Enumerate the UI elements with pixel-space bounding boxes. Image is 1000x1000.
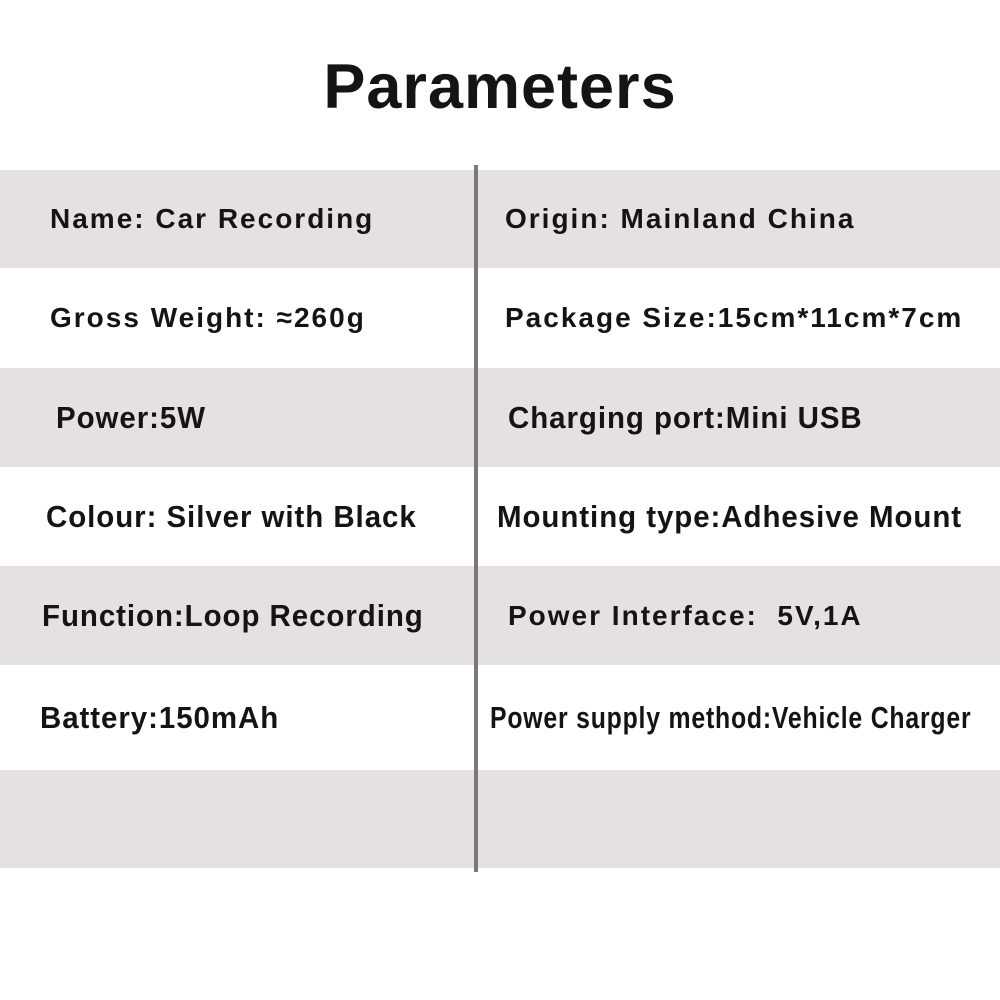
spec-cell-mounting-type xyxy=(474,467,1000,566)
spec-text: Gross Weight: ≈260g xyxy=(50,302,366,333)
spec-row xyxy=(0,268,1000,368)
spec-text: Package Size:15cm*11cm*7cm xyxy=(505,302,964,333)
spec-cell-power-interface xyxy=(474,566,1000,665)
spec-text: Origin: Mainland China xyxy=(505,203,856,234)
spec-cell-empty xyxy=(474,770,1000,868)
spec-row-empty xyxy=(0,770,1000,868)
spec-text: Colour: Silver with Black xyxy=(46,498,417,534)
spec-text: Function:Loop Recording xyxy=(42,597,424,633)
spec-cell-charging-port xyxy=(474,368,1000,467)
spec-cell-name xyxy=(0,170,474,268)
spec-cell-empty xyxy=(0,770,474,868)
spec-row xyxy=(0,467,1000,566)
page-title: Parameters xyxy=(323,52,677,122)
spec-row xyxy=(0,368,1000,467)
spec-text: Power:5W xyxy=(56,399,206,435)
spec-text: Power Interface: 5V,1A xyxy=(508,599,863,631)
spec-cell-package-size xyxy=(474,268,1000,368)
column-divider xyxy=(474,165,478,872)
spec-cell-power-supply xyxy=(474,665,1000,770)
spec-row xyxy=(0,566,1000,665)
spec-text: Name: Car Recording xyxy=(50,203,375,234)
spec-cell-origin xyxy=(474,170,1000,268)
spec-cell-gross-weight xyxy=(0,268,474,368)
spec-row xyxy=(0,665,1000,770)
spec-cell-power xyxy=(0,368,474,467)
spec-text: Mounting type:Adhesive Mount xyxy=(497,498,963,534)
spec-text: Battery:150mAh xyxy=(40,699,280,735)
spec-text: Charging port:Mini USB xyxy=(508,399,863,435)
spec-table xyxy=(0,170,1000,868)
spec-text: Power supply method:Vehicle Charger xyxy=(490,699,972,735)
spec-cell-function xyxy=(0,566,474,665)
spec-cell-battery xyxy=(0,665,474,770)
spec-row xyxy=(0,170,1000,268)
spec-cell-colour xyxy=(0,467,474,566)
